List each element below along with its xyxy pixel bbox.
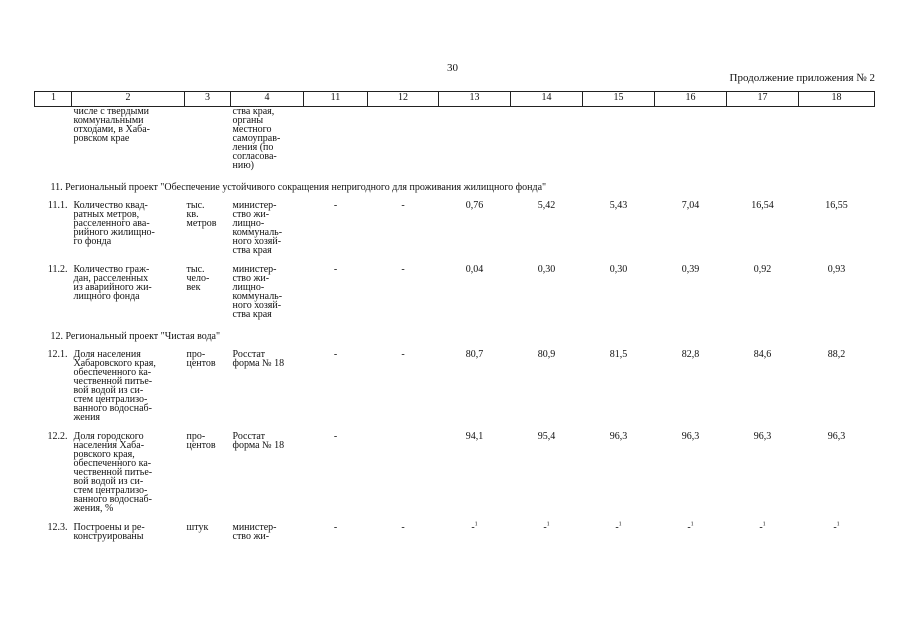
value-cell: 0,30 [609,264,628,275]
value-cell: 16,55 [825,200,848,211]
header-cell: 16 [655,92,727,107]
footnote-mark: 1 [546,521,550,528]
value-cell: - [333,264,338,275]
header-cell: 1 [35,92,72,107]
header-cell: 12 [368,92,439,107]
indicator-unit: тыс. чело- век [186,264,210,293]
row-number: 11.2. [47,264,68,275]
value-cell: 82,8 [681,349,700,360]
value-cell: 80,9 [537,349,556,360]
header-cell: 18 [799,92,875,107]
value-cell: 5,43 [609,200,628,211]
table-row [35,261,875,325]
value-cell: - [401,349,405,360]
value-cell: 95,4 [537,431,556,442]
header-cell: 17 [727,92,799,107]
value-cell-footnoted: -$^1$ [615,521,622,533]
header-row [35,92,875,107]
row-number: 12.3. [47,522,68,533]
indicator-unit: тыс. кв. метров [186,200,217,229]
value-cell: 0,76 [465,200,484,211]
value-cell-footnoted: -$^1$ [687,521,694,533]
header-cell: 14 [511,92,583,107]
value-cell: 7,04 [681,200,700,211]
table-row [35,428,875,519]
value-cell: 0,92 [753,264,772,275]
value-cell-footnoted: -$^1$ [543,521,550,533]
indicator-unit: штук [186,522,209,533]
indicator-source: министер- ство жи- лищно- коммуналь- ного хозяй- ства края [232,200,283,256]
value-cell: - [333,431,338,442]
footnote-mark: 1 [618,521,622,528]
section-title: 11. Региональный проект "Обеспечение устойчивого сокращения непригодного для проживания жилищного фонда" [50,182,547,193]
value-cell: 0,39 [681,264,700,275]
footnote-mark: 1 [474,521,478,528]
indicator-source: министер- ство жи- лищно- коммуналь- ного хозяй- ства края [232,264,283,320]
indicator-unit: про- центов [186,349,216,369]
indicators-table [34,91,875,547]
footnote-mark: 1 [836,521,840,528]
indicator-name: Доля городского населения Хаба- ровского края, обеспеченного ка- чественной питье- вой водой из си- стем централизо- ванного водоснаб- жения, % [73,431,153,514]
indicator-source: министер- ство жи- [232,522,277,542]
header-cell: 2 [72,92,185,107]
value-cell: 88,2 [827,349,846,360]
value-cell: 5,42 [537,200,556,211]
page-number: 30 [447,62,458,74]
indicator-unit: про- центов [186,431,216,451]
table-row [35,107,875,177]
indicator-name: Доля населения Хабаровского края, обеспеченного ка- чественной питье- вой водой из си- стем централизо- ванного водоснаб- жения [73,349,156,423]
value-cell: - [401,522,405,533]
header-cell: 4 [231,92,304,107]
continuation-label: Продолжение приложения № 2 [729,72,875,84]
section-row [35,176,875,197]
value-cell: 94,1 [465,431,484,442]
header-cell: 3 [185,92,231,107]
value-cell: 84,6 [753,349,772,360]
row-number: 12.1. [47,349,68,360]
value-cell [368,428,439,519]
value-cell: - [333,522,338,533]
value-cell: 0,93 [827,264,846,275]
indicator-source: Росстат форма № 18 [232,349,285,369]
value-cell-footnoted: -$^1$ [833,521,840,533]
indicator-name: Количество квад- ратных метров, расселенного ава- рийного жилищно- го фонда [73,200,155,247]
value-cell: - [333,349,338,360]
indicator-name: Количество граж- дан, расселенных из аварийного жи- лищного фонда [73,264,152,302]
header-cell: 15 [583,92,655,107]
value-cell: - [401,200,405,211]
value-cell: 96,3 [609,431,628,442]
value-cell: 81,5 [609,349,628,360]
indicator-source: Росстат форма № 18 [232,431,285,451]
table-row [35,519,875,547]
value-cell: 0,04 [465,264,484,275]
indicator-source: ства края, органы местного самоуправ- ления (по согласова- нию) [232,106,281,171]
value-cell-footnoted: -$^1$ [471,521,478,533]
value-cell: 16,54 [751,200,774,211]
footnote-mark: 1 [690,521,694,528]
footnote-mark: 1 [762,521,766,528]
row-number: 11.1. [47,200,68,211]
value-cell: 96,3 [753,431,772,442]
value-cell-footnoted: -$^1$ [759,521,766,533]
table-row [35,197,875,261]
value-cell: 96,3 [827,431,846,442]
row-number: 12.2. [47,431,68,442]
value-cell: - [333,200,338,211]
value-cell: - [401,264,405,275]
table-row [35,346,875,428]
value-cell: 80,7 [465,349,484,360]
section-title: 12. Региональный проект "Чистая вода" [50,331,221,342]
header-cell: 13 [439,92,511,107]
value-cell: 96,3 [681,431,700,442]
header-cell: 11 [304,92,368,107]
indicator-name: Построены и ре- конструированы [73,522,145,542]
indicator-name: числе с твердыми коммунальными отходами, в Хаба- ровском крае [73,106,151,144]
section-row [35,325,875,346]
value-cell: 0,30 [537,264,556,275]
